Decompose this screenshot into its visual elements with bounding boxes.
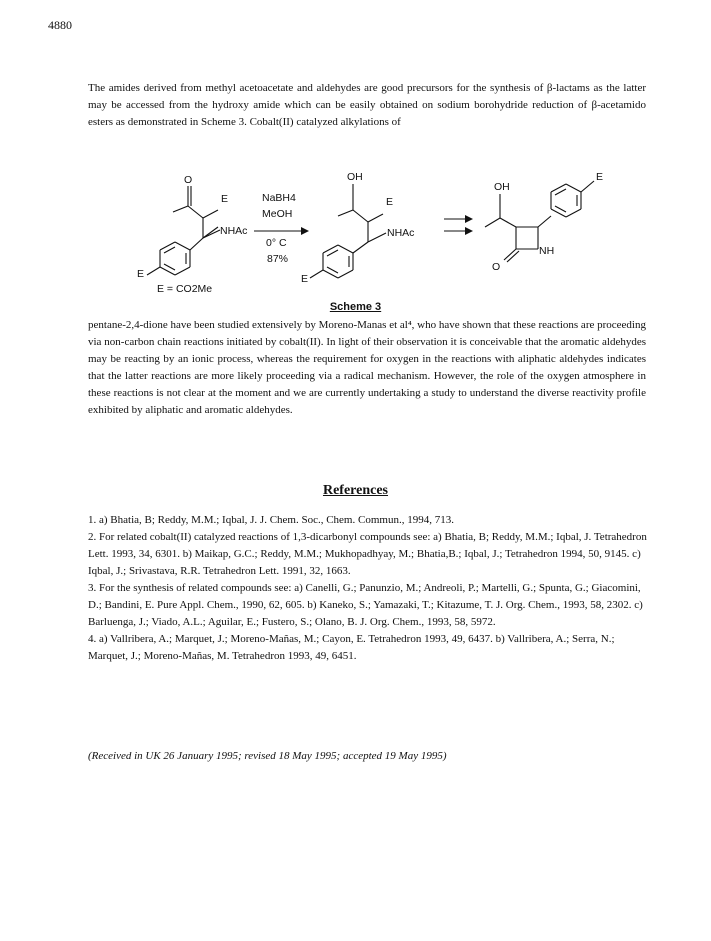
e-definition: E = CO2Me — [157, 283, 213, 295]
aryl-e-label-3: E — [596, 171, 604, 183]
reference-1: 1. a) Bhatia, B; Reddy, M.M.; Iqbal, J. J. Chem. Soc., Chem. Commun., 1994, 713. — [88, 514, 454, 526]
intro-paragraph: The amides derived from methyl acetoacetate and aldehydes are good precursors for the synthesis of β-lactams as the latter may be accessed from the hydroxy amide which can be easily obtained on sodium borohydride reduction of β-acetamido esters as demonstrated in Scheme 3. Cobalt(II) catalyzed alkylations of — [88, 82, 646, 128]
body-paragraph: pentane-2,4-dione have been studied extensively by Moreno-Manas et al⁴, who have shown that these reactions are proceeding via non-carbon chain reactions initiated by cobalt(II). In light of their observation it is conceivable that the aromatic aldehydes may be reacting by an ionic process, whereas the requirement for oxygen in the reactions with aliphatic aldehydes indicates that the latter reactions are more likely proceeding via a radical mechanism. However, the role of the oxygen atmosphere in these reactions is not clear at the moment and we are currently undertaking a study to understand the diverse reactivity profile exhibited by aliphatic and aromatic aldehydes. — [88, 319, 646, 416]
hydroxy-oh-label-3: OH — [494, 181, 510, 193]
received-dates-footer: (Received in UK 26 January 1995; revised 18 May 1995; accepted 19 May 1995) — [88, 750, 447, 762]
reagent-temperature: 0° C — [266, 237, 287, 249]
aryl-e-label-2: E — [301, 273, 309, 285]
nhac-label-2: NHAc — [387, 227, 415, 239]
aryl-e-label-1: E — [137, 268, 145, 280]
hydroxy-oh-label-2: OH — [347, 171, 363, 183]
scheme-3-diagram — [0, 150, 711, 295]
carbonyl-o-label: O — [184, 174, 193, 186]
references-heading: References — [322, 483, 389, 498]
ester-e-label-1: E — [221, 193, 229, 205]
references-list — [88, 512, 648, 665]
lactam-o-label: O — [492, 261, 501, 273]
reference-4: 4. a) Vallribera, A.; Marquet, J.; Moreno-Mañas, M.; Cayon, E. Tetrahedron 1993, 49, 6437. b) Vallribera, A.; Serra, N.; Marquet, J.; Moreno-Mañas, M. Tetrahedron 1993, 49, 6451. — [88, 633, 615, 662]
reagent-nabh4: NaBH4 — [262, 192, 296, 204]
ester-e-label-2: E — [386, 196, 394, 208]
reference-2: 2. For related cobalt(II) catalyzed reactions of 1,3-dicarbonyl compounds see: a) Bhatia, B; Reddy, M.M.; Iqbal, J. Tetrahedron Lett. 1993, 34, 6301. b) Maikap, G.C.; Reddy, M.M.; Mukhopadhyay, M.; Bhatia,B.; Iqbal, J.; Tetrahedron 1994, 50, 9145. c) Iqbal, J.; Srivastava, R.R. Tetrahedron Lett. 1991, 32, 1663. — [88, 531, 647, 577]
scheme-label: Scheme 3 — [329, 301, 382, 313]
nhac-label-1: NHAc — [220, 225, 248, 237]
page-number: 4880 — [48, 18, 72, 32]
reagent-meoh: MeOH — [262, 208, 293, 220]
reference-3: 3. For the synthesis of related compounds see: a) Canelli, G.; Panunzio, M.; Andreoli, P.; Martelli, G.; Spunta, G.; Giacomini, D.; Bandini, E. Pure Appl. Chem., 1990, 62, 605. b) Kaneko, S.; Yamazaki, T.; Kitazume, T. J. Org. Chem., 1993, 58, 2302. c) Barluenga, J.; Viado, A.L.; Aguilar, E.; Fustero, S.; Olano, B. J. Org. Chem., 1993, 58, 5972. — [88, 582, 643, 628]
lactam-nh-label: NH — [539, 245, 555, 257]
reagent-yield: 87% — [267, 253, 289, 265]
